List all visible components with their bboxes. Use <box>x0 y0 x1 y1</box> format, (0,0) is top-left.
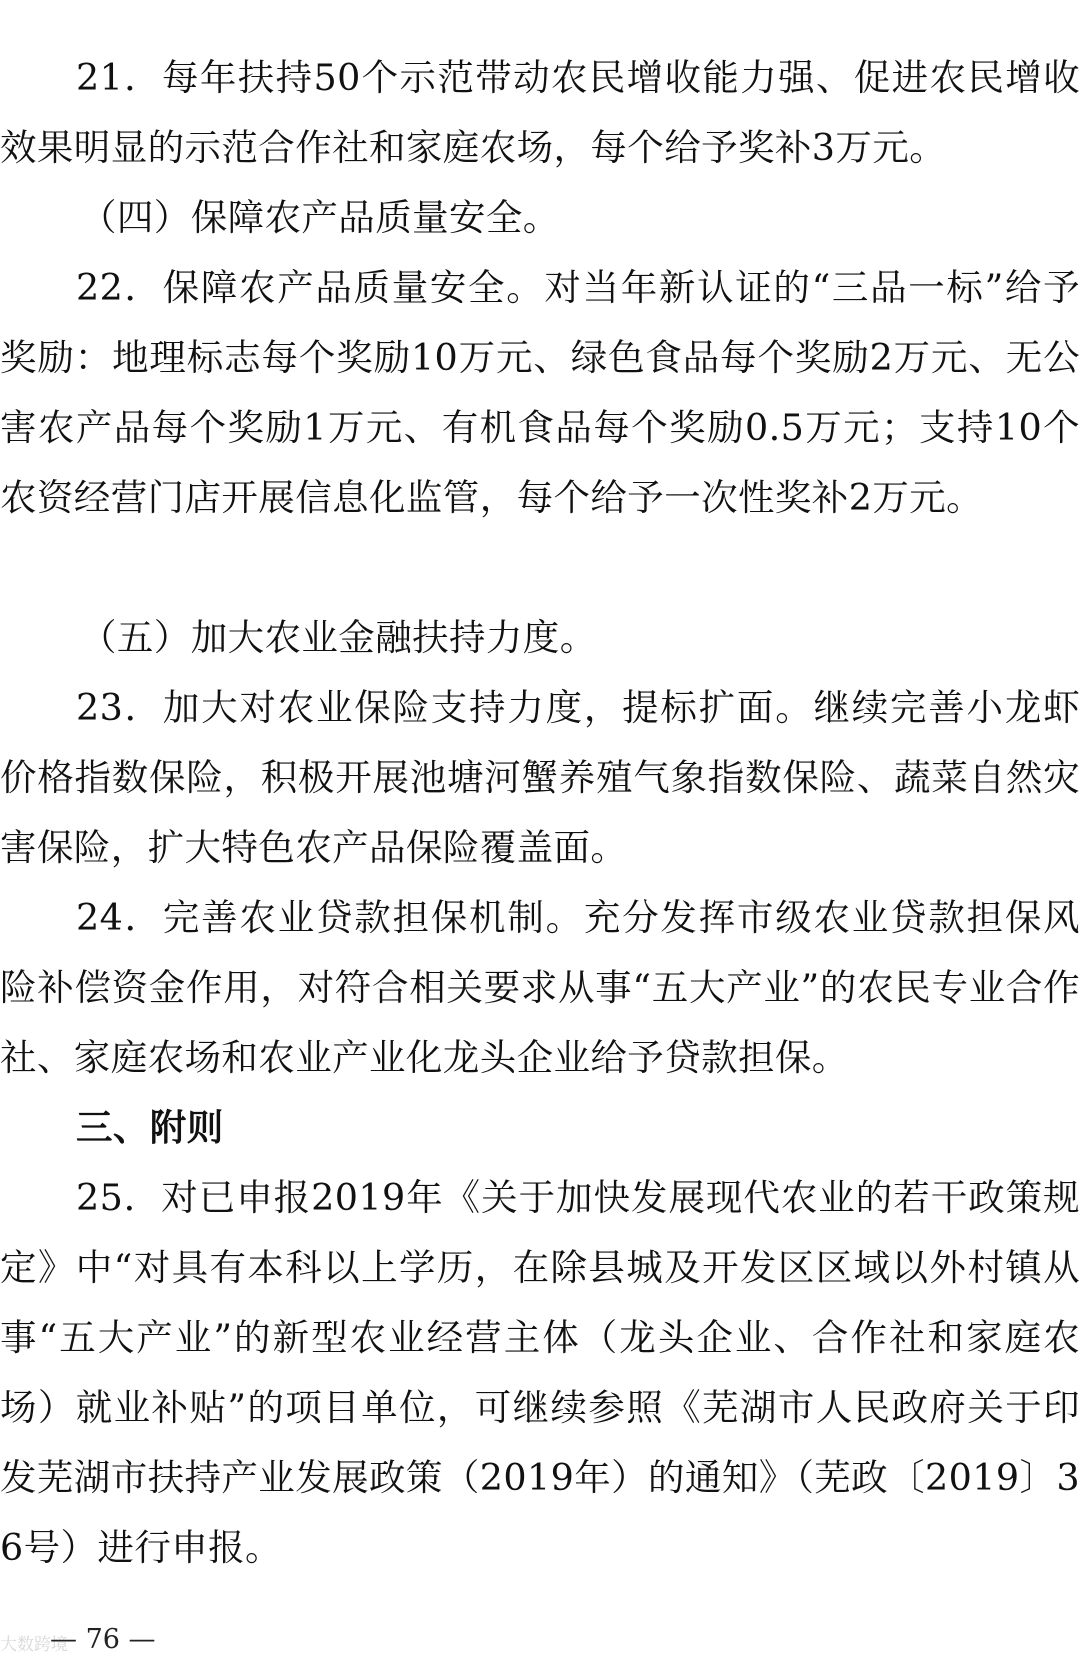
paragraph-24: 24．完善农业贷款担保机制。充分发挥市级农业贷款担保风险补偿资金作用，对符合相关要求从事“五大产业”的农民专业合作社、家庭农场和农业产业化龙头企业给予贷款担保。 <box>0 896 1080 1079</box>
paragraph-23: 23．加大对农业保险支持力度，提标扩面。继续完善小龙虾价格指数保险，积极开展池塘河蟹养殖气象指数保险、蔬菜自然灾害保险，扩大特色农产品保险覆盖面。 <box>0 686 1080 869</box>
page-number: — 76 — <box>50 1624 156 1655</box>
section-heading-5: （五）加大农业金融扶持力度。 <box>80 616 597 659</box>
chapter-heading-3: 三、附则 <box>76 1106 224 1149</box>
paragraph-21: 21．每年扶持50个示范带动农民增收能力强、促进农民增收效果明显的示范合作社和家庭农场，每个给予奖补3万元。 <box>0 56 1080 169</box>
paragraph-25: 25．对已申报2019年《关于加快发展现代农业的若干政策规定》中“对具有本科以上学历，在除县城及开发区区域以外村镇从事“五大产业”的新型农业经营主体（龙头企业、合作社和家庭农场）就业补贴”的项目单位，可继续参照《芜湖市人民政府关于印发芜湖市扶持产业发展政策（2019年）的通知》（芜政〔2019〕36号）进行申报。 <box>0 1176 1080 1569</box>
section-heading-4: （四）保障农产品质量安全。 <box>80 196 560 239</box>
paragraph-22: 22．保障农产品质量安全。对当年新认证的“三品一标”给予奖励：地理标志每个奖励10万元、绿色食品每个奖励2万元、无公害农产品每个奖励1万元、有机食品每个奖励0.5万元；支持10个农资经营门店开展信息化监管，每个给予一次性奖补2万元。 <box>0 266 1080 519</box>
watermark: 大数跨境 <box>0 1635 68 1655</box>
